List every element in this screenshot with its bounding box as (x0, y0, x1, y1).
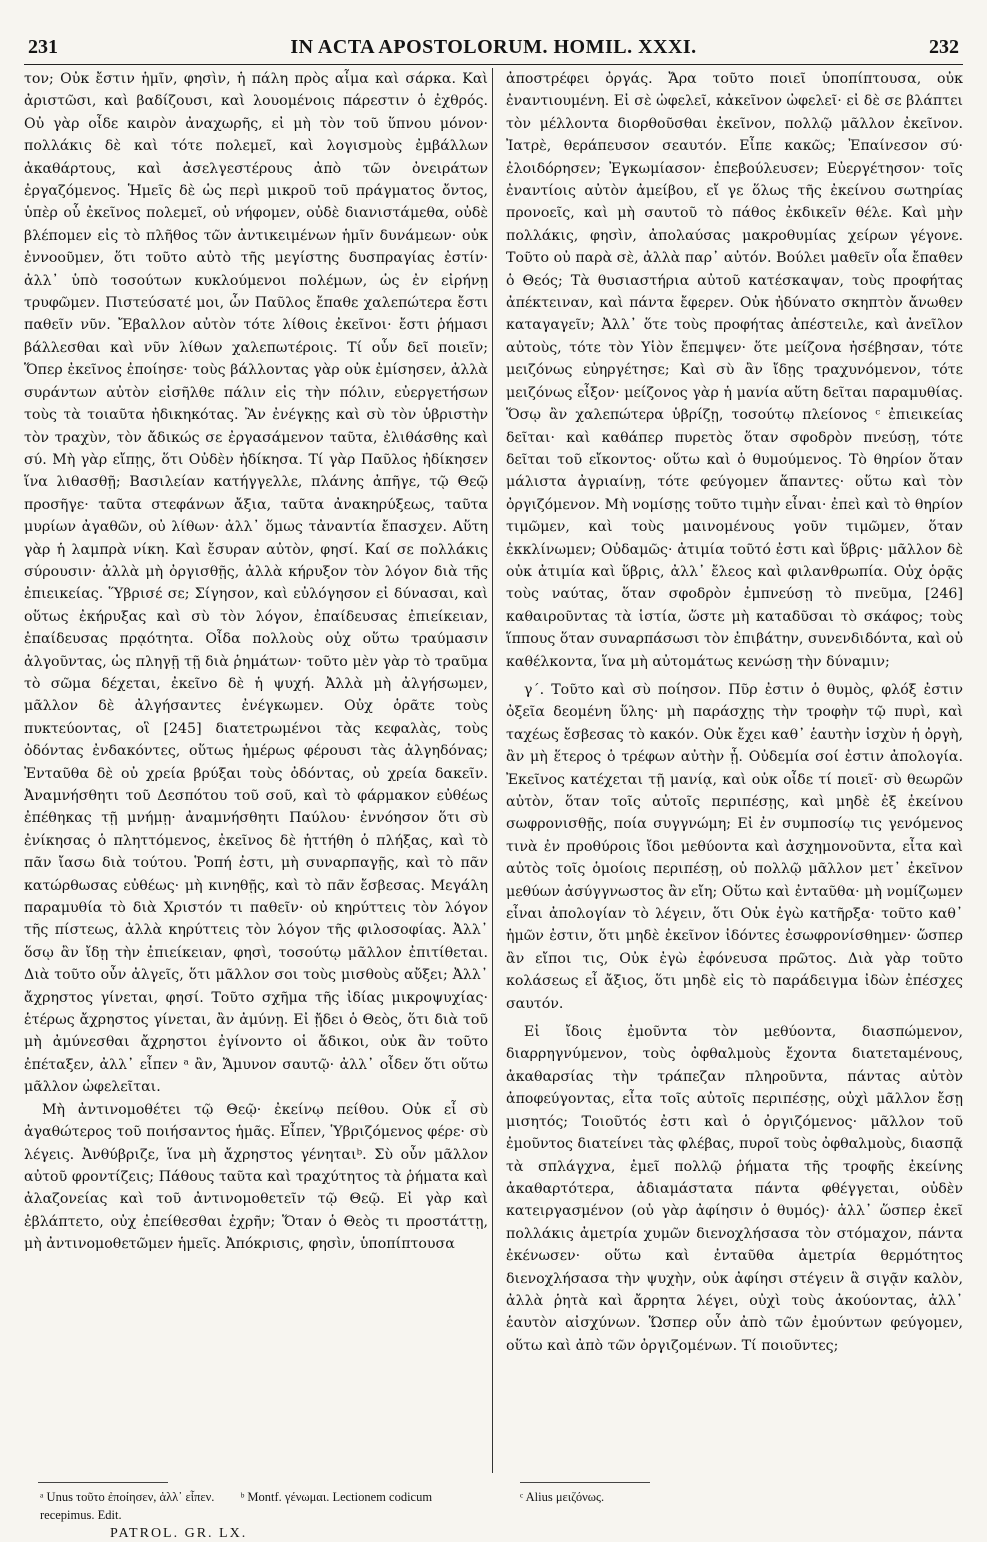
running-header (24, 36, 963, 62)
footnote: ᵃ Unus τοῦτο ἐποίησεν, ἀλλ᾽ εἶπεν. (40, 1490, 215, 1504)
right-column (506, 68, 963, 1478)
footnote-rule (520, 1482, 650, 1483)
paragraph: ἀποστρέφει ὀργάς. Ἄρα τοῦτο ποιεῖ ὑποπίπτουσα, οὐκ ἐναντιουμένη. Εἰ σὲ ὠφελεῖ, κἀκεῖνον ὠφελεῖ· εἰ δὲ σε βλάπτει τὸν μέλλοντα διορθοῦσθαι ἐκεῖνον, πολλῷ μᾶλλον ἐκεῖνον. Ἰατρὲ, θεράπευσον σεαυτόν. Εἶπε κακῶς; Ἐπαίνεσον σύ· ἐλοιδόρησεν; Ἐγκωμίασον· ἐπεβούλευσεν; Εὐεργέτησον· τοῖς ἐναντίοις αὐτὸν ἀμείβου, εἴ γε ὅλως τῆς ἐκείνου σωτηρίας προνοεῖς, καὶ μὴ σαυτοῦ τὸ πάθος ἐκδικεῖν θέλε. Καὶ μὴν πολλάκις, φησὶν, ἀπολαύσας μακροθυμίας χείρων γέγονε. Τοῦτο οὐ παρὰ σὲ, ἀλλὰ παρ᾽ αὐτόν. Βούλει μαθεῖν οἷα ἔπαθεν ὁ Θεός; Τὰ θυσιαστήρια αὐτοῦ κατέσκαψαν, τοὺς προφήτας ἀπέκτειναν, καὶ πάντα ἔφερεν. Οὐκ ἠδύνατο σκηπτὸν ἄνωθεν καταγαγεῖν; Ἀλλ᾽ ὅτε τοὺς προφήτας ἀπέστειλε, καὶ ἀνεῖλον αὐτοὺς, τότε τὸν Υἱὸν ἔπεμψεν· ὅτε μείζονα ἠσέβησαν, τότε μειζόνως εὐηργέτησε; Καὶ σὺ ἂν ἴδῃς τραχυνόμενον, τότε μειζόνως εἶξον· μείζονος γὰρ ἡ μανία αὕτη δεῖται παραμυθίας. Ὅσῳ ἂν χαλεπώτερα ὑβρίζῃ, τοσούτῳ πλείονος ᶜ ἐπιεικείας δεῖται· καὶ καθάπερ πυρετὸς ὅταν σφοδρὸν πνεύσῃ, τότε δεῖται τοῦ εἴκοντος· οὕτω καὶ ὁ θυμούμενος. Τὸ θηρίον ὅταν μάλιστα ἀγριαίνῃ, τότε φεύγομεν ἅπαντες· οὕτω καὶ τὸν ὀργιζόμενον. Μὴ νομίσῃς τοῦτο τιμὴν εἶναι· ἐπεὶ καὶ τὸ θηρίον τιμῶμεν, καὶ τοὺς μαινομένους γοῦν τιμῶμεν, ὅταν ἐκκλίνωμεν; Οὐδαμῶς· ἀτιμία τοῦτό ἐστι καὶ ὕβρις· μᾶλλον δὲ οὐκ ἀτιμία καὶ ὕβρις, ἀλλ᾽ ἔλεος καὶ φιλανθρωπία. Οὐχ ὁρᾷς τοὺς ναύτας, ὅταν σφοδρὸν ἐμπνεύσῃ τὸ πνεῦμα, [246] καθαιροῦντας τὰ ἱστία, ὥστε μὴ καταδῦσαι τὸ σκάφος; τοὺς ἵππους ὅταν συναρπάσωσι τὸν ἐπιβάτην, συνενδιδόντα, καὶ οὐ καθέλκοντα, ἵνα μὴ αὐτομάτως κενώσῃ τὴν δύναμιν; (506, 71, 963, 670)
footnotes-left (40, 1488, 480, 1524)
column-divider (492, 68, 493, 1473)
page-number-left: 231 (28, 36, 58, 58)
running-title: IN ACTA APOSTOLORUM. HOMIL. XXXI. (290, 36, 697, 58)
paragraph: Μὴ ἀντινομοθέτει τῷ Θεῷ· ἐκείνῳ πείθου. Οὐκ εἶ σὺ ἀγαθώτερος τοῦ ποιήσαντος ἡμᾶς. Εἶπεν, Ὑβριζόμενος φέρε· σὺ λέγεις. Ἀνθύβριζε, ἵνα μὴ ἄχρηστος γένηταιᵇ. Σὺ οὖν μᾶλλον αὐτοῦ φροντίζεις; Πάθους ταῦτα καὶ τραχύτητος τὰ ῥήματα καὶ ἀλαζονείας καὶ τοῦ ἀντινομοθετεῖν τῷ Θεῷ. Εἰ γὰρ καὶ ἐβλάπτετο, οὐχ ἐπείθεσθαι ἐχρῆν; Ὅταν ὁ Θεὸς τι προστάττῃ, μὴ ἀντινομοθετῶμεν ἡμεῖς. Ἀπόκρισις, φησὶν, ὑποπίπτουσα (24, 1101, 488, 1253)
footnote-rule (38, 1482, 168, 1483)
paragraph: Εἰ ἴδοις ἐμοῦντα τὸν μεθύοντα, διασπώμενον, διαρρηγνύμενον, τοὺς ὀφθαλμοὺς ἔχοντα διατεταμένους, ἀκαθαρσίας τὴν τράπεζαν πληροῦντα, πάντας αὐτὸν ἀποφεύγοντας, εἶτα τοῖς αὐτοῖς περιπέσῃς, οὐχὶ μᾶλλον ἔσῃ μισητός; Τοιοῦτός ἐστι καὶ ὁ ὀργιζόμενος· μᾶλλον τοῦ ἐμοῦντος διατείνει τὰς φλέβας, πυροῖ τοὺς ὀφθαλμοὺς, διασπᾷ τὰ σπλάγχνα, ἐμεῖ πολλῷ ῥήματα τῆς τροφῆς ἐκείνης ἀκαθαρτότερα, ἀδιαμάστατα πάντα φθέγγεται, οὐδὲν κατειργασμένον (οὐ γὰρ ἀφίησιν ὁ θυμός)· ἀλλ᾽ ὥσπερ ἐκεῖ πολλάκις ἀμετρία χυμῶν διενοχλήσασα τὸν στόμαχον, πάντα ἐκένωσεν· οὕτω καὶ ἐνταῦθα ἀμετρία θερμότητος διενοχλήσασα τὴν ψυχὴν, οὐκ ἀφίησι στέγειν ἃ σιγᾷν καλὸν, ἀλλὰ ῥητὰ καὶ ἄρρητα λέγει, οὐχὶ τοὺς ἀκούοντας, ἀλλ᾽ ἑαυτὸν αἰσχύνων. Ὥσπερ οὖν ἀπὸ τῶν ἐμούντων φεύγομεν, οὕτω καὶ ἀπὸ τῶν ὀργιζομένων. Τί ποιοῦντες; (506, 1024, 963, 1354)
footnote: ᶜ Alius μειζόνως. (520, 1490, 605, 1504)
signature-line: PATROL. GR. LX. (110, 1526, 248, 1541)
paragraph: τον; Οὐκ ἔστιν ἡμῖν, φησὶν, ἡ πάλη πρὸς αἷμα καὶ σάρκα. Καὶ ἀριστῶσι, καὶ βαδίζουσι, καὶ λουομένοις πάρεστιν ὁ ἐχθρός. Οὐ γὰρ οἶδε καιρὸν ἀναχωρῆς, εἰ μὴ τὸν τοῦ ὕπνου μόνον· πολλάκις δὲ καὶ τότε πολεμεῖ, καὶ λογισμοὺς ἐμβάλλων ἀκαθάρτους, καὶ ἀσελγεστέρους ἀπὸ τῶν ὀνειράτων ἐργαζόμενος. Ἡμεῖς δὲ ὡς περὶ μικροῦ τοῦ πράγματος ὄντος, ὑπὲρ οὗ ἐκεῖνος πολεμεῖ, οὐ νήφομεν, οὐδὲ διανιστάμεθα, οὐδὲ βλέπομεν εἰς τὸ πλῆθος τῶν ἀντικειμένων ἡμῖν δυνάμεων· οὐκ ἐννοοῦμεν, ὅτι τοῦτο αὐτὸ τῆς μεγίστης δυσπραγίας ἐστίν· ἀλλ᾽ ὑπὸ τοσούτων κυκλούμενοι πολέμων, ὡς ἐν εἰρήνῃ τρυφῶμεν. Πιστεύσατέ μοι, ὧν Παῦλος ἔπαθε χαλεπώτερα ἔστι παθεῖν νῦν. Ἔβαλλον αὐτὸν τότε λίθοις ἐκεῖνοι· ἔστι ῥήμασι βάλλεσθαι καὶ νῦν λίθων χαλεπωτέροις. Τί οὖν δεῖ ποιεῖν; Ὅπερ ἐκεῖνος ἐποίησε· τοὺς βάλλοντας γὰρ οὐκ ἐμίσησεν, ἀλλὰ συράντων αὐτὸν εἰσῆλθε πάλιν εἰς τὴν πόλιν, εὐεργετήσων τοὺς τὰ τοιαῦτα ἠδικηκότας. Ἂν ἐνέγκῃς καὶ σὺ τὸν ὑβριστὴν τὸν τραχὺν, τὸν ἄδικώς σε ἐργασάμενον ταῦτα, ἐλιθάσθης καὶ σύ. Μὴ γὰρ εἴπῃς, ὅτι Οὐδὲν ἠδίκησα. Τί γὰρ Παῦλος ἠδίκησεν ἵνα λιθασθῇ; Βασιλείαν κατήγγελλε, πλάνης ἀπῆγε, τῷ Θεῷ προσῆγε· ταῦτα στεφάνων ἄξια, ταῦτα ἀνακηρύξεως, ταῦτα μυρίων ἀγαθῶν, οὐ λίθων· ἀλλ᾽ ὅμως τἀναντία ἔπασχεν. Αὕτη γὰρ ἡ λαμπρὰ νίκη. Καὶ ἔσυραν αὐτὸν, φησί. Καί σε πολλάκις σύρουσιν· ἀλλὰ μὴ ὀργισθῇς, ἀλλὰ κήρυξον τὸν λόγον διὰ τῆς ἐπιεικείας. Ὕβρισέ σε; Σίγησον, καὶ εὐλόγησον εἰ δύνασαι, καὶ οὕτως ἐκήρυξας καὶ σὺ τὸν λόγον, ἐπαίδευσας ἐπιείκειαν, ἐπαίδευσας πρᾳότητα. Οἶδα πολλοὺς οὐχ οὕτω τραύμασιν ἀλγοῦντας, ὡς πληγῇ τῇ διὰ ῥημάτων· τοῦτο μὲν γὰρ τὸ τραῦμα τὸ σῶμα δέχεται, ἐκεῖνο δὲ ἡ ψυχή. Ἀλλὰ μὴ ἀλγήσωμεν, μᾶλλον δὲ ἀλγήσαντες ἐνέγκωμεν. Οὐχ ὁρᾶτε τοὺς πυκτεύοντας, οἳ [245] διατετρωμένοι τὰς κεφαλὰς, τοὺς ὀδόντας ἐνδακόντες, οὕτως ἡμέρως φέρουσι τὰς ἀλγηδόνας; Ἐνταῦθα δὲ οὐ χρεία βρύξαι τοὺς ὀδόντας, οὐ χρεία δακεῖν. Ἀναμνήσθητι τοῦ Δεσπότου τοῦ σοῦ, καὶ τὸ φάρμακον εὐθέως ἐπέθηκας τῇ μνήμῃ· ἀναμνήσθητι Παύλου· ἐννόησον ὅτι σὺ ἐνίκησας ὁ πληττόμενος, ἐκεῖνος δὲ ἡττήθη ὁ πλήξας, καὶ τὸ πᾶν ἴασω διὰ τούτου. Ῥοπή ἐστι, μὴ συναρπαγῇς, καὶ τὸ πᾶν κατώρθωσας εὐθέως· μὴ κινηθῇς, καὶ τὸ πᾶν ἔσβεσας. Μεγάλη παραμυθία τὸ διὰ Χριστόν τι παθεῖν· οὐ κηρύττεις τὸν λόγον τῆς πίστεως, ἀλλὰ κηρύττεις τὸν λόγον τῆς φιλοσοφίας. Ἀλλ᾽ ὅσῳ ἂν ἴδῃ τὴν ἐπιείκειαν, φησὶ, τοσούτῳ μᾶλλον ἐπιτίθεται. Διὰ τοῦτο οὖν ἀλγεῖς, ὅτι μᾶλλον σοι τοὺς μισθοὺς αὔξει; Ἀλλ᾽ ἄχρηστος γίνεται, φησί. Τοῦτο σχῆμα τῆς ἰδίας μικροψυχίας· ἑτέρως ἄχρηστος γίνεται, ἂν ἀμύνῃ. Εἰ ᾔδει ὁ Θεὸς, ὅτι διὰ τοῦ μὴ ἀμύνεσθαι ἄχρηστοι ἐγίνοντο οἱ ἄδικοι, οὐκ ἂν τοῦτο ἐπέταξεν, ἀλλ᾽ εἶπεν ᵃ ἂν, Ἄμυνον σαυτῷ· ἀλλ᾽ οἶδεν ὅτι οὕτω μᾶλλον ὠφελεῖται. (24, 71, 488, 1096)
paragraph: γ΄. Τοῦτο καὶ σὺ ποίησον. Πῦρ ἐστιν ὁ θυμὸς, φλόξ ἐστιν ὀξεῖα δεομένη ὕλης· μὴ παράσχῃς τὴν τροφὴν τῷ πυρὶ, καὶ ταχέως ἔσβεσας τὸ κακόν. Οὐκ ἔχει καθ᾽ ἑαυτὴν ἰσχὺν ἡ ὀργὴ, ἂν μὴ ἕτερος ὁ τρέφων αὐτὴν ᾖ. Οὐδεμία σοί ἐστιν ἀπολογία. Ἐκεῖνος κατέχεται τῇ μανίᾳ, καὶ οὐκ οἶδε τί ποιεῖ· σὺ θεωρῶν αὐτὸν, ὅταν τοῖς αὐτοῖς περιπέσῃς, καὶ μηδὲ ἐξ ἐκείνου σωφρονισθῇς, ποία συγγνώμη; Εἰ ἐν συμποσίῳ τις γενόμενος τινὰ ἐν προθύροις ἴδοι μεθύοντα καὶ ἀσχημονοῦντα, εἶτα καὶ αὐτὸς τοῖς ὁμοίοις περιπέσῃ, οὐ πολλῷ μᾶλλον μετ᾽ ἐκεῖνον μεθύων ἀσύγγνωστος ἂν εἴη; Οὕτω καὶ ἐνταῦθα· μὴ νομίζωμεν εἶναι ἀπολογίαν τὸ λέγειν, ὅτι Οὐκ ἐγὼ κατῆρξα· τοῦτο καθ᾽ ἡμῶν ἐστιν, ὅτι μηδὲ ἐκεῖνον ἰδόντες ἐσωφρονίσθημεν· ὥσπερ ἂν εἴποι τις, Οὐκ ἐγὼ ἐφόνευσα πρῶτος. Διὰ γὰρ τοῦτο κολάσεως εἶ ἄξιος, ὅτι μηδὲ εἰς τὸ παράδειγμα ἰδὼν ἐπέσχες σαυτόν. (506, 681, 963, 1012)
header-rule (24, 64, 963, 65)
footnotes-right (520, 1488, 960, 1506)
page-number-right: 232 (929, 36, 959, 58)
left-column (24, 68, 488, 1478)
footnote: ᵇ Montf. γένωμαι. Lectionem codicum recepimus. Edit. (40, 1490, 433, 1522)
